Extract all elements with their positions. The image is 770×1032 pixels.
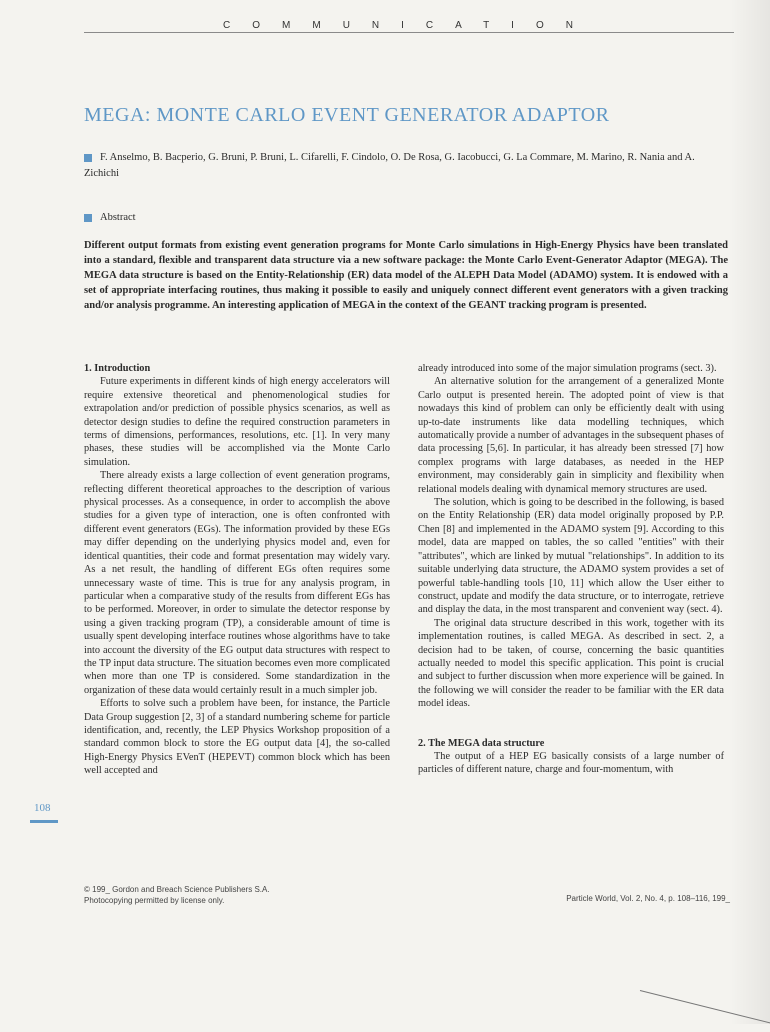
section-2-heading: 2. The MEGA data structure: [418, 737, 545, 749]
article-title: MEGA: MONTE CARLO EVENT GENERATOR ADAPTOR: [84, 104, 610, 126]
abstract-heading-text: Abstract: [100, 212, 136, 223]
bullet-square-icon: [84, 154, 92, 162]
photocopy-line: Photocopying permitted by license only.: [84, 896, 225, 905]
paragraph: An alternative solution for the arrangement of a generalized Monte Carlo output is presented herein. The adopted point of view is that nowadays this kind of problem can only be efficiently dealt with using up-to-date instruments like data modelling techniques, which automatically provide a number of advantages in the subsequent phases of data processing [5,6]. In particular, it has already been stressed [7] how complex programs with large databases, as needed in the HEP environment, may considerably gain in simplicity and flexibility when relational models dealing with dynamical memory structures are used.: [418, 376, 724, 495]
authors-text: F. Anselmo, B. Bacperio, G. Bruni, P. Bruni, L. Cifarelli, F. Cindolo, O. De Rosa, G. Iacobucci, G. La Commare, M. Marino, R. Nania and A. Zichichi: [84, 152, 695, 179]
section-gap: [418, 711, 724, 737]
running-header: COMMUNICATION: [223, 20, 595, 31]
page-number-bar: [30, 820, 58, 823]
paragraph: The solution, which is going to be described in the following, is based on the Entity Relationship (ER) data model originally proposed by P.P. Chen [8] and implemented in the ADAMO system [9]. According to this model, data are mapped on tables, the so called "entities" with their "attributes", which are linked by mutual "relationships". In addition to its suitable underlying data structure, the ADAMO system provides a set of powerful table-handling tools [10, 11] which allow the User either to construct, update and modify the data structure, or to interrogate, retrieve and display the data, in the most transparent and convenient way (sect. 4).: [418, 497, 724, 616]
copyright-line: © 199_ Gordon and Breach Science Publishers S.A.: [84, 885, 270, 894]
paragraph: already introduced into some of the major simulation programs (sect. 3).: [418, 363, 717, 374]
right-column: [418, 362, 724, 777]
page-edge-shadow: [730, 0, 770, 1024]
footer-copyright: [84, 884, 270, 906]
bullet-square-icon: [84, 214, 92, 222]
header-rule: [84, 32, 734, 33]
page-number: 108: [34, 802, 51, 814]
abstract-text: Different output formats from existing event generation programs for Monte Carlo simulations in High-Energy Physics have been translated into a standard, flexible and transparent data structure via a new software package: the Monte Carlo Event-Generator Adaptor (MEGA). The MEGA data structure is based on the Entity-Relationship (ER) data model of the ALEPH Data Model (ADAMO) system. It is endowed with a set of appropriate interfacing routines, thus making it possible to easily and uniquely connect different event generators with a given tracking and/or analysis programme. An interesting application of MEGA in the context of the GEANT tracking program is presented.: [84, 240, 728, 311]
paragraph: Future experiments in different kinds of high energy accelerators will require extensive theoretical and phenomenological studies for extrapolation and/or prediction of possible physics scenarios, as well as detector design studies to define the required construction parameters in terms of dimensions, performances, resolutions, etc. [1]. In very many phases, these studies will be accomplished via the Monte Carlo simulation.: [84, 376, 390, 468]
paragraph: The output of a HEP EG basically consists of a large number of particles of different nature, charge and four-momentum, with: [418, 750, 724, 776]
paragraph: The original data structure described in this work, together with its implementation routines, is called MEGA. As described in sect. 2, a decision had to be taken, of course, concerning the basic quantities actually needed to model this specific application. This point is crucial and subject to further discussion when more experience will be gained. In the following we will consider the reader to be familiar with the ER data model ideas.: [418, 617, 724, 710]
paragraph: Efforts to solve such a problem have been, for instance, the Particle Data Group suggestion [2, 3] of a standard numbering scheme for particle identification, and, recently, the LEP Physics Workshop proposition of a standard common block to store the EG output data [4], the so-called High-Energy Physics EVenT (HEPEVT) common block which has been well accepted and: [84, 698, 390, 777]
author-list: [84, 150, 730, 182]
abstract-heading: [84, 212, 136, 223]
journal-reference: Particle World, Vol. 2, No. 4, p. 108–116, 199_: [566, 894, 730, 903]
paragraph: There already exists a large collection of event generation programs, reflecting different theoretical approaches to the description of various physical processes. As a consequence, in order to accomplish the above studies for a given type of interaction, one is often confronted with different event generators (EGs). The information provided by these EGs may differ depending on the underlying physics model and, even for identical quantities, their code and format presentation may widely vary. As a net result, the handling of different EGs often requires some unnecessary waste of time. This is true for any analysis program, in particular when a comparative study of the results from different EGs has to be performed. Moreover, in order to simulate the detector response by using a given tracking program (TP), a considerable amount of time is usually spent developing interface routines whose algorithms have to take into account the diversity of the EG output data structures with respect to the TP input data structure. The situation becomes even more complicated when more than one TP is considered. Some standardization in the organization of these data would certainly result in a much simpler job.: [84, 470, 390, 696]
left-column: [84, 362, 390, 778]
section-1-heading: 1. Introduction: [84, 363, 151, 374]
